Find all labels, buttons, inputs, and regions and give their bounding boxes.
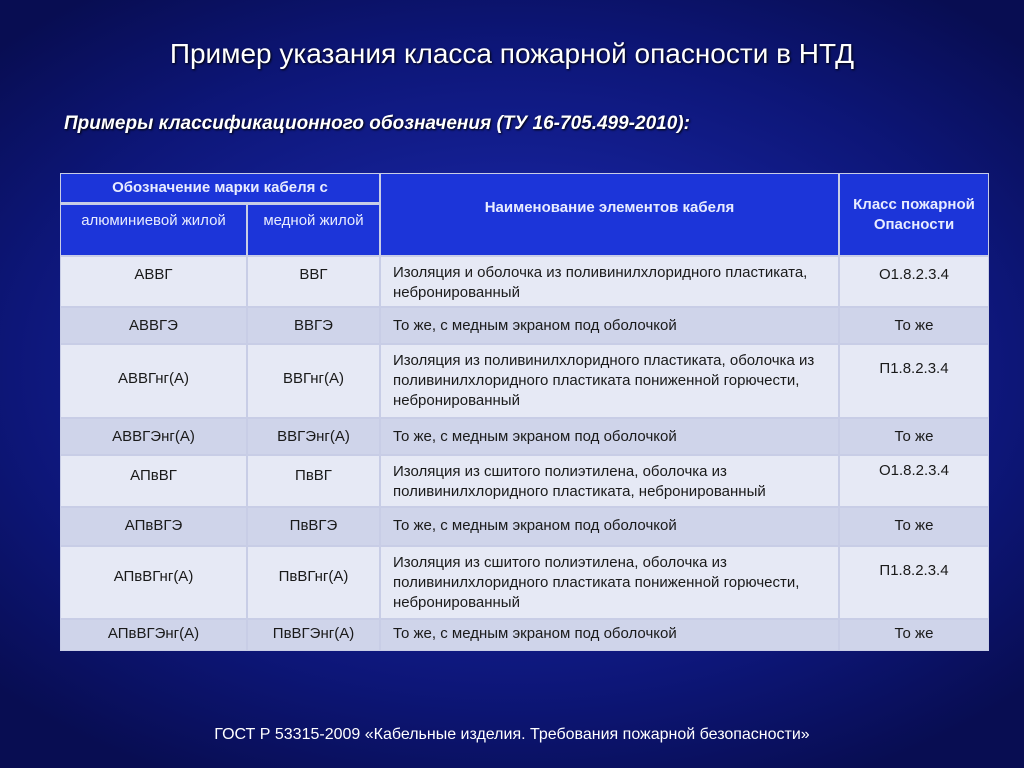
row-copper-mark: ВВГнг(А) <box>248 345 379 417</box>
row-copper-mark: ПвВГЭ <box>248 508 379 545</box>
header-copper: медной жилой <box>248 205 379 255</box>
row-elements-description: То же, с медным экраном под оболочкой <box>381 508 838 545</box>
row-elements-description: То же, с медным экраном под оболочкой <box>381 620 838 650</box>
row-aluminum-mark: АПвВГЭ <box>61 508 246 545</box>
row-fire-class: О1.8.2.3.4 <box>840 257 988 306</box>
row-aluminum-mark: АПвВГЭнг(А) <box>61 620 246 650</box>
row-elements-description: То же, с медным экраном под оболочкой <box>381 308 838 343</box>
row-copper-mark: ПвВГЭнг(А) <box>248 620 379 650</box>
row-elements-description: Изоляция из сшитого полиэтилена, оболочка из поливинилхлоридного пластиката, небронированный <box>381 456 838 506</box>
row-copper-mark: ВВГЭнг(А) <box>248 419 379 454</box>
row-fire-class: То же <box>840 620 988 650</box>
row-elements-description: Изоляция и оболочка из поливинилхлоридного пластиката, небронированный <box>381 257 838 306</box>
slide-subtitle: Примеры классификационного обозначения (ТУ 16-705.499-2010): <box>64 113 690 134</box>
row-fire-class: П1.8.2.3.4 <box>840 547 988 618</box>
row-elements-description: Изоляция из поливинилхлоридного пластиката, оболочка из поливинилхлоридного пластиката пониженной горючести, небронированный <box>381 345 838 417</box>
row-aluminum-mark: АПвВГнг(А) <box>61 547 246 618</box>
header-fire-class: Класс пожарной Опасности <box>840 174 988 255</box>
row-aluminum-mark: АВВГнг(А) <box>61 345 246 417</box>
header-elements: Наименование элементов кабеля <box>381 174 838 255</box>
row-elements-description: То же, с медным экраном под оболочкой <box>381 419 838 454</box>
slide-title: Пример указания класса пожарной опасности в НТД <box>169 38 855 69</box>
row-aluminum-mark: АВВГЭ <box>61 308 246 343</box>
row-fire-class: О1.8.2.3.4 <box>840 456 988 506</box>
row-fire-class: То же <box>840 419 988 454</box>
row-fire-class: П1.8.2.3.4 <box>840 345 988 417</box>
row-aluminum-mark: АПвВГ <box>61 456 246 506</box>
row-copper-mark: ВВГ <box>248 257 379 306</box>
row-aluminum-mark: АВВГЭнг(А) <box>61 419 246 454</box>
header-cable-mark-group: Обозначение марки кабеля с <box>61 174 379 202</box>
row-aluminum-mark: АВВГ <box>61 257 246 306</box>
header-aluminum: алюминиевой жилой <box>61 205 246 255</box>
footer-reference: ГОСТ Р 53315-2009 «Кабельные изделия. Требования пожарной безопасности» <box>214 726 810 743</box>
row-copper-mark: ПвВГнг(А) <box>248 547 379 618</box>
row-copper-mark: ПвВГ <box>248 456 379 506</box>
cable-class-table <box>60 173 989 651</box>
row-elements-description: Изоляция из сшитого полиэтилена, оболочка из поливинилхлоридного пластиката пониженной горючести, небронированный <box>381 547 838 618</box>
row-copper-mark: ВВГЭ <box>248 308 379 343</box>
row-fire-class: То же <box>840 508 988 545</box>
row-fire-class: То же <box>840 308 988 343</box>
